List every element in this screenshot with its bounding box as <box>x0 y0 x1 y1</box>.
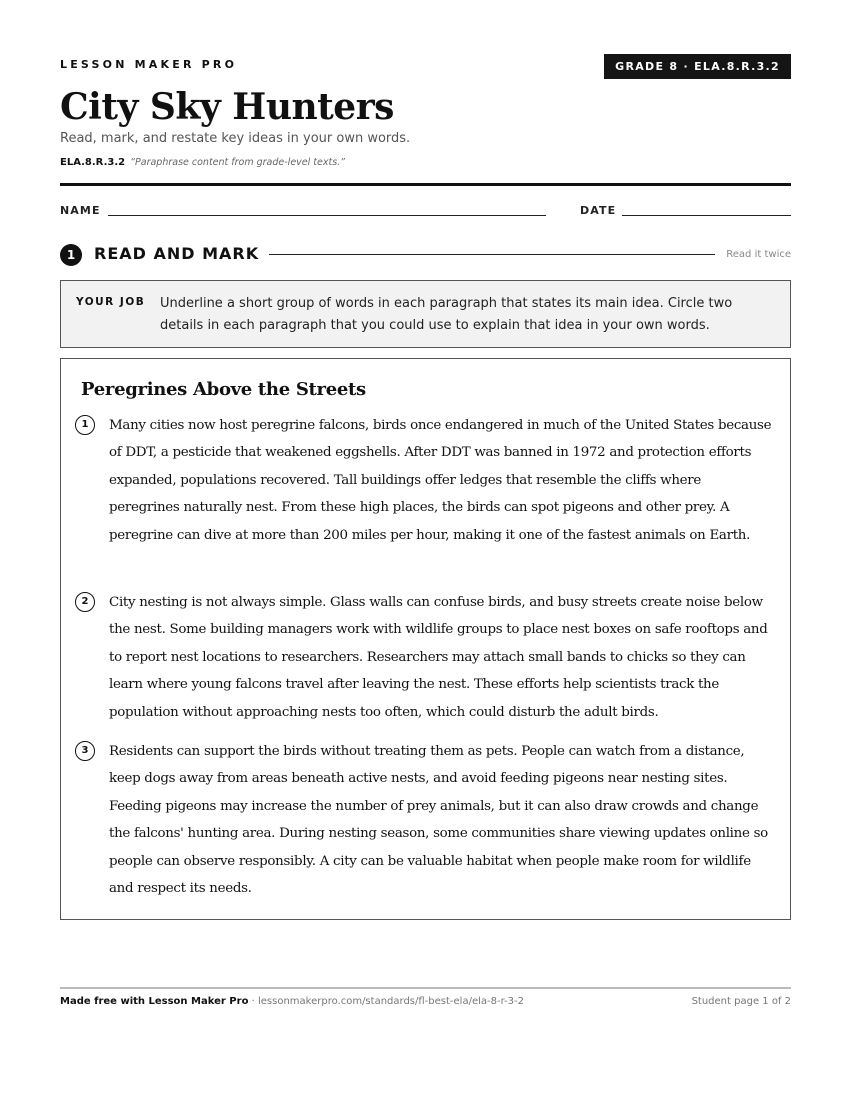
standard-line <box>60 156 345 170</box>
page-title: City Sky Hunters <box>60 86 394 128</box>
standard-quote: “Paraphrase content from grade-level texts.” <box>130 157 346 168</box>
footer-page-label: Student page 1 of 2 <box>691 996 791 1007</box>
standard-code: ELA.8.R.3.2 <box>60 157 126 168</box>
section-divider <box>269 254 715 255</box>
paragraph-number-badge: 3 <box>75 741 95 761</box>
footer-made-with: Made free with Lesson Maker Pro <box>60 996 249 1007</box>
footer-credit <box>60 995 524 1008</box>
instructions-text: Underline a short group of words in each paragraph that states its main idea. Circle two details in each paragraph that you could use to explain that idea in your own words. <box>160 296 733 333</box>
paragraph-number-badge: 2 <box>75 592 95 612</box>
instructions-label: YOUR JOB <box>76 296 146 308</box>
brand-name: LESSON MAKER PRO <box>60 58 238 71</box>
reading-passage <box>60 358 791 920</box>
footer-url[interactable]: · lessonmakerpro.com/standards/fl-best-ela/ela-8-r-3-2 <box>248 996 524 1007</box>
paragraph-text: Many cities now host peregrine falcons, birds once endangered in much of the United States because of DDT, a pesticide that weakened eggshells. After DDT was banned in 1972 and protection efforts expanded, populations recovered. Tall buildings offer ledges that resemble the cliffs where peregrines naturally nest. From these high places, the birds can spot pigeons and other prey. A peregrine can dive at more than 200 miles per hour, making it one of the fastest animals on Earth. <box>109 418 772 543</box>
header-divider <box>60 183 791 186</box>
name-label: NAME <box>60 204 101 217</box>
footer-divider <box>60 987 791 989</box>
instructions-box <box>60 280 791 348</box>
worksheet-page <box>60 0 791 1100</box>
grade-badge: GRADE 8 · ELA.8.R.3.2 <box>604 54 791 79</box>
section-title: READ AND MARK <box>94 244 260 263</box>
name-field[interactable] <box>108 215 546 216</box>
page-subtitle: Read, mark, and restate key ideas in your own words. <box>60 131 411 146</box>
date-field[interactable] <box>622 215 791 216</box>
date-label: DATE <box>580 204 617 217</box>
paragraph-number-badge: 1 <box>75 415 95 435</box>
passage-title: Peregrines Above the Streets <box>81 379 366 400</box>
paragraph-text: City nesting is not always simple. Glass walls can confuse birds, and busy streets create noise below the nest. Some building managers work with wildlife groups to place nest boxes on safe rooftops and to report nest locations to researchers. Researchers may attach small bands to chicks so they can learn where young falcons travel after leaving the nest. These efforts help scientists track the population without approaching nests too often, which could disturb the adult birds. <box>109 595 768 720</box>
section-note: Read it twice <box>726 249 791 260</box>
paragraph-text: Residents can support the birds without treating them as pets. People can watch from a distance, keep dogs away from areas beneath active nests, and avoid feeding pigeons near nesting sites. Feeding pigeons may increase the number of prey animals, but it can also draw crowds and change the falcons' hunting area. During nesting season, some communities share viewing updates online so people can observe responsibly. A city can be valuable habitat when people make room for wildlife and respect its needs. <box>109 744 768 897</box>
section-number-badge: 1 <box>60 244 82 266</box>
